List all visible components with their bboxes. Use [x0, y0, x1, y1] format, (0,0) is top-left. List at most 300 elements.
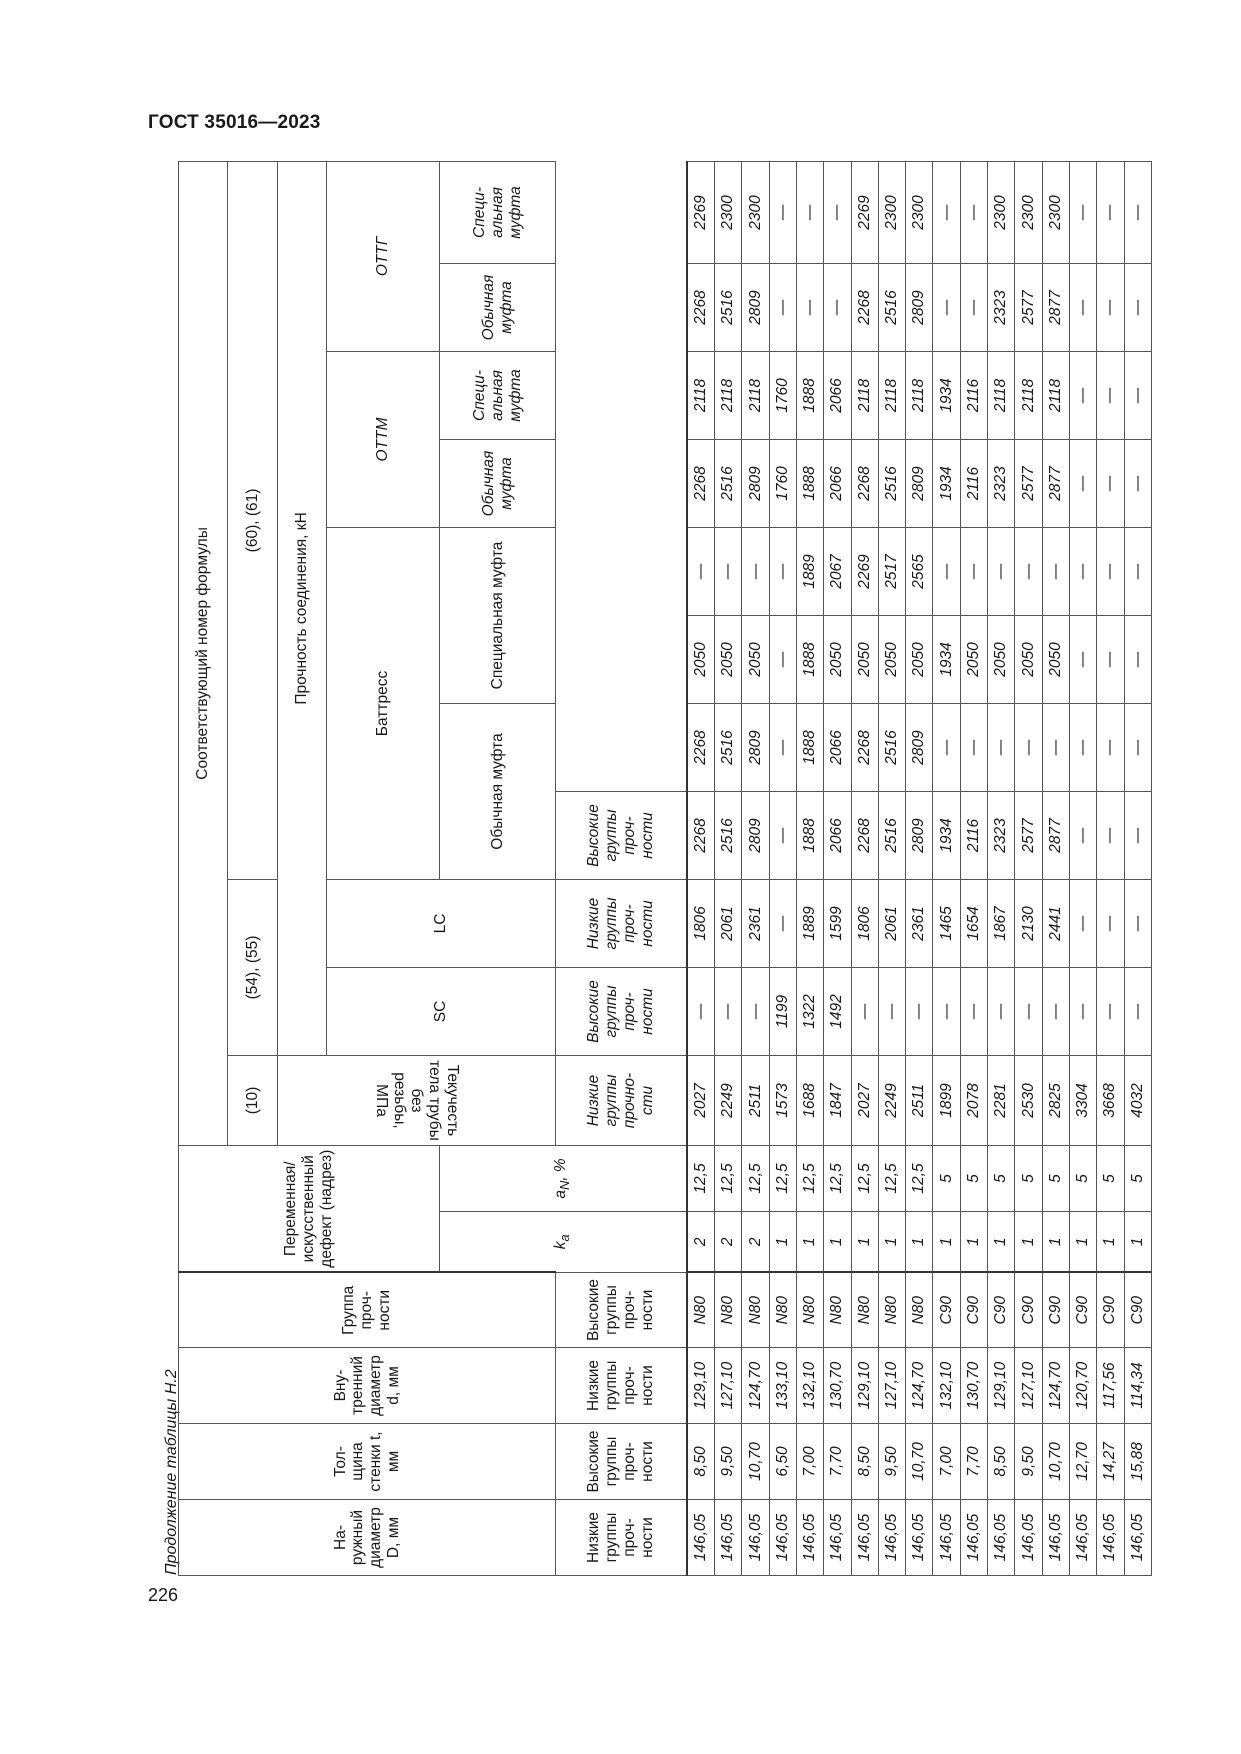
table-cell: 1599 — [824, 879, 851, 967]
table-cell: 146,05 — [906, 1500, 933, 1576]
table-cell: 2249 — [878, 1055, 905, 1145]
table-cell: 2877 — [1042, 791, 1069, 879]
table-cell: 1867 — [988, 879, 1015, 967]
table-cell: — — [1015, 527, 1042, 615]
table-cell: 2268 — [851, 263, 878, 351]
table-cell: 1 — [851, 1212, 878, 1273]
table-cell: 2441 — [1042, 879, 1069, 967]
table-cell: 2877 — [1042, 439, 1069, 527]
table-cell: 2118 — [742, 351, 769, 439]
table-cell: — — [1124, 703, 1151, 791]
table-cell: 2300 — [1015, 161, 1042, 263]
table-cell: — — [687, 967, 715, 1055]
table-cell: 2809 — [906, 439, 933, 527]
table-cell: — — [1097, 703, 1124, 791]
table-cell: 2050 — [687, 615, 715, 703]
table-cell: 12,5 — [878, 1145, 905, 1211]
header-strength-group: Группа проч- ности — [179, 1273, 556, 1348]
header-buttress-special-coupling: Специальная муфта — [440, 527, 556, 703]
table-cell: 2061 — [878, 879, 905, 967]
header-buttress: Баттресс — [327, 527, 440, 879]
table-cell: — — [1124, 439, 1151, 527]
header-defect: Переменная/ искусственный дефект (надрез) — [179, 1145, 440, 1272]
table-cell: — — [742, 967, 769, 1055]
table-cell: 12,5 — [769, 1145, 796, 1211]
table-cell: 2361 — [906, 879, 933, 967]
table-cell: — — [1069, 351, 1096, 439]
table-cell: 2268 — [687, 263, 715, 351]
table-cell: C90 — [988, 1273, 1015, 1348]
header-buttress-regular-coupling: Обычная муфта — [440, 703, 556, 879]
table-cell: 1 — [906, 1212, 933, 1273]
table-cell: 12,5 — [715, 1145, 742, 1211]
table-cell: 129,10 — [988, 1348, 1015, 1424]
table-caption: Продолжение таблицы Н.2 — [163, 1369, 180, 1575]
table-cell: 1934 — [933, 615, 960, 703]
table-cell: 129,10 — [687, 1348, 715, 1424]
table-cell: — — [1069, 527, 1096, 615]
table-cell: — — [1124, 527, 1151, 615]
table-cell: 3668 — [1097, 1055, 1124, 1145]
table-cell: 2809 — [742, 791, 769, 879]
table-cell: 2809 — [742, 703, 769, 791]
table-row — [1124, 161, 1151, 1575]
table-cell: 2050 — [715, 615, 742, 703]
table-cell: 146,05 — [687, 1500, 715, 1576]
table-cell: N80 — [687, 1273, 715, 1348]
table-cell: — — [1124, 263, 1151, 351]
table-cell: 2577 — [1015, 791, 1042, 879]
table-row — [988, 161, 1015, 1575]
table-cell: — — [988, 527, 1015, 615]
table-cell: 1888 — [796, 615, 823, 703]
table-cell: 1889 — [796, 879, 823, 967]
table-cell: — — [1097, 879, 1124, 967]
table-cell: C90 — [933, 1273, 960, 1348]
table-row — [824, 161, 851, 1575]
table-row — [742, 161, 769, 1575]
header-buttress-regular-high: Высокие группы проч- ности — [556, 1424, 687, 1500]
table-cell: C90 — [1124, 1273, 1151, 1348]
table-cell: 1888 — [796, 439, 823, 527]
table-cell: 2300 — [1042, 161, 1069, 263]
table-cell: 2516 — [878, 263, 905, 351]
header-ottg-special-coupling: Специ- альная муфта — [440, 161, 556, 263]
table-cell: N80 — [715, 1273, 742, 1348]
table-cell: 146,05 — [1069, 1500, 1096, 1576]
table-cell: 132,10 — [933, 1348, 960, 1424]
table-cell: 1 — [933, 1212, 960, 1273]
table-cell: 8,50 — [687, 1424, 715, 1500]
header-ottm-special-coupling: Специ- альная муфта — [440, 351, 556, 439]
table-cell: 1760 — [769, 351, 796, 439]
table-cell: — — [687, 527, 715, 615]
table-cell: 2116 — [960, 791, 987, 879]
table-cell: 2078 — [960, 1055, 987, 1145]
table-cell: 2323 — [988, 791, 1015, 879]
table-row — [1042, 161, 1069, 1575]
header-ottg-low: Низкие группы проч- ности — [556, 879, 687, 967]
table-cell: 5 — [933, 1145, 960, 1211]
table-cell: 2516 — [715, 703, 742, 791]
table-cell: 2516 — [878, 703, 905, 791]
table-cell: — — [933, 703, 960, 791]
table-cell: 146,05 — [715, 1500, 742, 1576]
document-header: ГОСТ 35016—2023 — [148, 112, 321, 133]
header-sc: SC — [327, 967, 556, 1055]
table-cell: 12,5 — [742, 1145, 769, 1211]
table-cell: 5 — [1069, 1145, 1096, 1211]
table-cell: 1654 — [960, 879, 987, 967]
table-cell: — — [1015, 703, 1042, 791]
table-cell: 2066 — [824, 439, 851, 527]
table-cell: — — [960, 263, 987, 351]
table-cell: 1806 — [851, 879, 878, 967]
table-cell: 2517 — [878, 527, 905, 615]
table-cell: 1934 — [933, 791, 960, 879]
table-cell: 2809 — [742, 439, 769, 527]
table-cell: 1888 — [796, 791, 823, 879]
header-formula-60-61: (60), (61) — [228, 161, 277, 879]
table-cell: 7,70 — [960, 1424, 987, 1500]
table-cell: 8,50 — [988, 1424, 1015, 1500]
header-ottg-regular-coupling: Обычная муфта — [440, 263, 556, 351]
table-cell: 2516 — [715, 263, 742, 351]
table-cell: — — [960, 967, 987, 1055]
table-cell: 2118 — [1015, 351, 1042, 439]
table-cell: 1899 — [933, 1055, 960, 1145]
table-cell: 2809 — [906, 263, 933, 351]
table-cell: 5 — [1097, 1145, 1124, 1211]
table-cell: 2118 — [851, 351, 878, 439]
header-wall-thickness: Тол- щина стенки t, мм — [179, 1424, 556, 1500]
table-cell: — — [1097, 161, 1124, 263]
table-cell: 2323 — [988, 263, 1015, 351]
table-cell: — — [1097, 263, 1124, 351]
table-cell: 2050 — [1015, 615, 1042, 703]
table-row — [851, 161, 878, 1575]
header-connection-strength: Прочность соединения, кН — [277, 161, 326, 1055]
table-cell: 2269 — [687, 161, 715, 263]
table-cell: — — [1069, 879, 1096, 967]
table-cell: 146,05 — [824, 1500, 851, 1576]
table-cell: — — [851, 967, 878, 1055]
table-cell: — — [796, 161, 823, 263]
table-cell: 1688 — [796, 1055, 823, 1145]
table-body — [687, 161, 1152, 1575]
table-cell: 124,70 — [1042, 1348, 1069, 1424]
table-cell: 2268 — [687, 703, 715, 791]
table-cell: — — [1124, 161, 1151, 263]
table-cell: — — [1097, 439, 1124, 527]
table-cell: 1888 — [796, 351, 823, 439]
table-cell: 1573 — [769, 1055, 796, 1145]
table-cell: 1 — [796, 1212, 823, 1273]
table-cell: — — [1042, 967, 1069, 1055]
table-cell: 9,50 — [1015, 1424, 1042, 1500]
table-cell: 2269 — [851, 161, 878, 263]
table-cell: — — [769, 263, 796, 351]
table-cell: — — [1097, 351, 1124, 439]
header-formula-54-55: (54), (55) — [228, 879, 277, 1055]
table-cell: 9,50 — [878, 1424, 905, 1500]
table-cell: 129,10 — [851, 1348, 878, 1424]
table-cell: 1 — [1124, 1212, 1151, 1273]
table-cell: 7,00 — [933, 1424, 960, 1500]
table-cell: 2050 — [1042, 615, 1069, 703]
table-cell: N80 — [742, 1273, 769, 1348]
table-cell: 2516 — [878, 791, 905, 879]
table-cell: — — [1124, 791, 1151, 879]
table-cell: 5 — [1015, 1145, 1042, 1211]
page-number: 226 — [148, 1585, 179, 1605]
table-cell: 2050 — [988, 615, 1015, 703]
table-cell: 124,70 — [742, 1348, 769, 1424]
table-cell: 2809 — [906, 791, 933, 879]
header-inner-diameter: Вну- тренний диаметр d, мм — [179, 1348, 556, 1424]
table-cell: — — [1097, 527, 1124, 615]
table-row — [1097, 161, 1124, 1575]
table-cell: 120,70 — [1069, 1348, 1096, 1424]
table-cell: 1760 — [769, 439, 796, 527]
table-cell: 2027 — [687, 1055, 715, 1145]
table-cell: N80 — [906, 1273, 933, 1348]
table-cell: 2809 — [906, 703, 933, 791]
table-cell: — — [769, 161, 796, 263]
table-cell: 133,10 — [769, 1348, 796, 1424]
table-cell: 2268 — [851, 439, 878, 527]
table-cell: 146,05 — [1097, 1500, 1124, 1576]
table-cell: — — [715, 967, 742, 1055]
table-cell: — — [796, 263, 823, 351]
table-cell: 2281 — [988, 1055, 1015, 1145]
table-cell: — — [769, 527, 796, 615]
table-cell: 2323 — [988, 439, 1015, 527]
table-cell: C90 — [960, 1273, 987, 1348]
table-cell: 10,70 — [906, 1424, 933, 1500]
table-cell: 2 — [715, 1212, 742, 1273]
table-cell: 9,50 — [715, 1424, 742, 1500]
header-buttress-special-low: Низкие группы проч- ности — [556, 1348, 687, 1424]
table-cell: 12,70 — [1069, 1424, 1096, 1500]
table-cell: 2118 — [988, 351, 1015, 439]
table-cell: 5 — [988, 1145, 1015, 1211]
table-cell: 2050 — [851, 615, 878, 703]
table-cell: 146,05 — [1124, 1500, 1151, 1576]
table-cell: 2516 — [715, 791, 742, 879]
header-outer-diameter: На- ружный диаметр D, мм — [179, 1500, 556, 1576]
table-cell: 12,5 — [824, 1145, 851, 1211]
table-cell: 2511 — [742, 1055, 769, 1145]
table-cell: 2118 — [878, 351, 905, 439]
table-cell: 146,05 — [742, 1500, 769, 1576]
table-cell: — — [1069, 439, 1096, 527]
table-cell: 2530 — [1015, 1055, 1042, 1145]
table-cell: 2516 — [878, 439, 905, 527]
table-cell: 2118 — [906, 351, 933, 439]
table-cell: 12,5 — [851, 1145, 878, 1211]
table-cell: 7,70 — [824, 1424, 851, 1500]
table-cell: 2268 — [851, 703, 878, 791]
table-cell: 2269 — [851, 527, 878, 615]
table-cell: 2067 — [824, 527, 851, 615]
table-cell: — — [933, 263, 960, 351]
table-cell: 2118 — [715, 351, 742, 439]
table-cell: 2066 — [824, 703, 851, 791]
table-cell: 1465 — [933, 879, 960, 967]
table-cell: 2300 — [742, 161, 769, 263]
table-cell: 5 — [960, 1145, 987, 1211]
table-cell: 127,10 — [878, 1348, 905, 1424]
table-cell: 130,70 — [824, 1348, 851, 1424]
table-cell: 1 — [878, 1212, 905, 1273]
header-formula-number: Соответствующий номер формулы — [179, 161, 228, 1145]
table-cell: 1 — [769, 1212, 796, 1273]
table-cell: 114,34 — [1124, 1348, 1151, 1424]
table-cell: 2050 — [742, 615, 769, 703]
table-cell: 132,10 — [796, 1348, 823, 1424]
table-cell: 124,70 — [906, 1348, 933, 1424]
table-cell: — — [1069, 161, 1096, 263]
table-cell: 127,10 — [1015, 1348, 1042, 1424]
table-cell: 2 — [742, 1212, 769, 1273]
header-formula-10: (10) — [228, 1055, 277, 1145]
table-cell: N80 — [769, 1273, 796, 1348]
table-cell: 10,70 — [742, 1424, 769, 1500]
table-cell: 1492 — [824, 967, 851, 1055]
table-cell: 1 — [1069, 1212, 1096, 1273]
table-cell: — — [769, 615, 796, 703]
table-cell: 130,70 — [960, 1348, 987, 1424]
table-cell: 146,05 — [933, 1500, 960, 1576]
table-cell: N80 — [824, 1273, 851, 1348]
table-cell: 2050 — [824, 615, 851, 703]
table-cell: 2577 — [1015, 263, 1042, 351]
table-cell: — — [878, 967, 905, 1055]
table-row — [906, 161, 933, 1575]
header-ottm-regular-coupling: Обычная муфта — [440, 439, 556, 527]
table-cell: 2300 — [906, 161, 933, 263]
table-cell: 1934 — [933, 439, 960, 527]
table-cell: 1934 — [933, 351, 960, 439]
table-cell: — — [1097, 967, 1124, 1055]
table-row — [1015, 161, 1042, 1575]
table-cell: 146,05 — [851, 1500, 878, 1576]
table-cell: 2565 — [906, 527, 933, 615]
header-buttress-special-high: Высокие группы проч- ности — [556, 1273, 687, 1348]
table-row — [1069, 161, 1096, 1575]
table-row — [878, 161, 905, 1575]
table-row — [687, 161, 715, 1575]
table-row — [933, 161, 960, 1575]
table-cell: 6,50 — [769, 1424, 796, 1500]
table-row — [960, 161, 987, 1575]
header-ottm-low: Низкие группы прочно- сти — [556, 1055, 687, 1145]
table-cell: — — [1069, 615, 1096, 703]
table-cell: 2249 — [715, 1055, 742, 1145]
rotated-table-container — [178, 176, 1152, 1576]
table-cell: 2066 — [824, 791, 851, 879]
table-cell: 2050 — [878, 615, 905, 703]
table-cell: 1888 — [796, 703, 823, 791]
table-cell: 1806 — [687, 879, 715, 967]
table-cell: — — [769, 791, 796, 879]
header-ottm: ОТТМ — [327, 351, 440, 527]
table-cell: — — [933, 527, 960, 615]
table-cell: C90 — [1069, 1273, 1096, 1348]
table-cell: 1 — [988, 1212, 1015, 1273]
table-cell: 2300 — [715, 161, 742, 263]
table-cell: — — [1069, 263, 1096, 351]
table-cell: 1 — [960, 1212, 987, 1273]
table-cell: 1 — [1015, 1212, 1042, 1273]
header-ka: $k_a$ — [440, 1212, 687, 1273]
table-cell: 5 — [1042, 1145, 1069, 1211]
table-cell: 12,5 — [687, 1145, 715, 1211]
table-cell: — — [1124, 879, 1151, 967]
table-cell: 1 — [1042, 1212, 1069, 1273]
data-table — [178, 161, 1152, 1576]
table-cell: 1 — [1097, 1212, 1124, 1273]
table-cell: 2516 — [715, 439, 742, 527]
table-cell: — — [933, 967, 960, 1055]
table-row — [796, 161, 823, 1575]
table-cell: — — [1069, 791, 1096, 879]
header-ottg: ОТТГ — [327, 161, 440, 351]
table-cell: — — [960, 161, 987, 263]
header-buttress-regular-low: Низкие группы проч- ности — [556, 1500, 687, 1576]
table-cell: — — [1015, 967, 1042, 1055]
table-row — [715, 161, 742, 1575]
table-cell: 2877 — [1042, 263, 1069, 351]
table-cell: 12,5 — [796, 1145, 823, 1211]
table-cell: 10,70 — [1042, 1424, 1069, 1500]
table-cell: 15,88 — [1124, 1424, 1151, 1500]
table-cell: N80 — [878, 1273, 905, 1348]
table-cell: — — [715, 527, 742, 615]
table-cell: N80 — [851, 1273, 878, 1348]
table-cell: 2027 — [851, 1055, 878, 1145]
table-cell: 117,56 — [1097, 1348, 1124, 1424]
table-cell: 2 — [687, 1212, 715, 1273]
table-cell: 2116 — [960, 351, 987, 439]
table-cell: 2050 — [960, 615, 987, 703]
table-cell: — — [824, 263, 851, 351]
table-cell: 146,05 — [796, 1500, 823, 1576]
table-cell: 1 — [824, 1212, 851, 1273]
table-cell: 2061 — [715, 879, 742, 967]
table-cell: 2825 — [1042, 1055, 1069, 1145]
table-cell: 2118 — [1042, 351, 1069, 439]
header-yield-strength: Текучесть тела трубы без резьбы, МПа — [277, 1055, 556, 1145]
table-cell: 2130 — [1015, 879, 1042, 967]
table-cell: 2268 — [851, 791, 878, 879]
table-cell: — — [1069, 703, 1096, 791]
table-cell: 146,05 — [878, 1500, 905, 1576]
table-cell: — — [1124, 967, 1151, 1055]
table-cell: 3304 — [1069, 1055, 1096, 1145]
table-cell: — — [933, 161, 960, 263]
table-cell: 2116 — [960, 439, 987, 527]
table-cell: — — [769, 879, 796, 967]
table-cell: — — [1042, 527, 1069, 615]
table-cell: — — [960, 527, 987, 615]
table-cell: 1889 — [796, 527, 823, 615]
table-cell: 2066 — [824, 351, 851, 439]
table-cell: — — [824, 161, 851, 263]
table-cell: 2511 — [906, 1055, 933, 1145]
table-cell: — — [1124, 615, 1151, 703]
